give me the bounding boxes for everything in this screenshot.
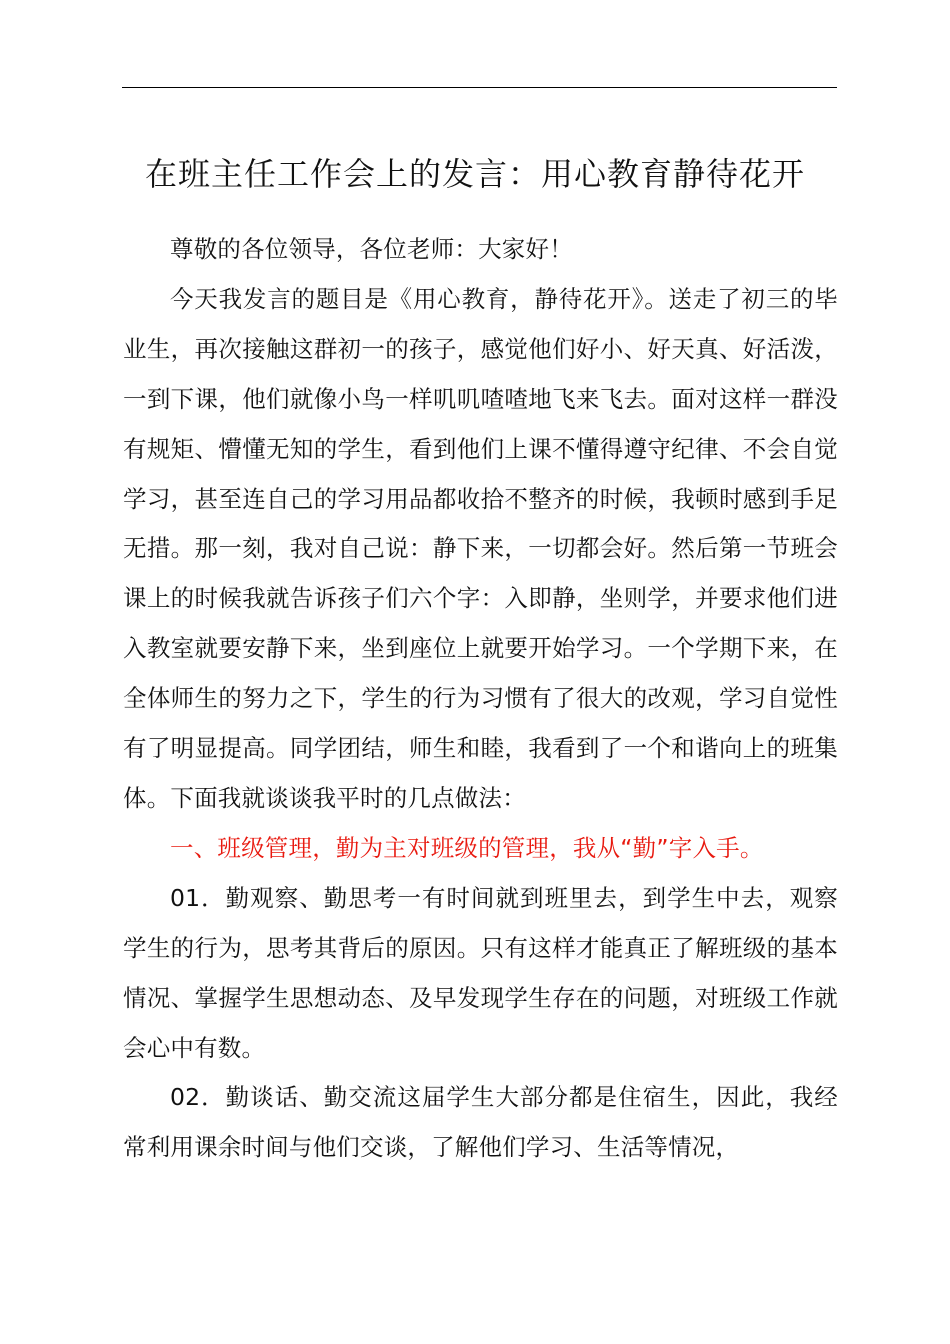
section-heading-class-management: 一、班级管理，勤为主对班级的管理，我从“勤”字入手。: [170, 833, 764, 862]
point-paragraph-01: 01．勤观察、勤思考一有时间就到班里去，到学生中去，观察学生的行为，思考其背后的原因。只有这样才能真正了解班级的基本情况、掌握学生思想动态、及早发现学生存在的问题，对班级工作就会心中有数。: [123, 883, 838, 1062]
document-body: [123, 225, 838, 1173]
point-paragraph-02: 02．勤谈话、勤交流这届学生大部分都是住宿生，因此，我经常利用课余时间与他们交谈，了解他们学习、生活等情况，: [123, 1083, 838, 1162]
document-title: 在班主任工作会上的发言：用心教育静待花开: [144, 155, 805, 193]
intro-paragraph: 今天我发言的题目是《用心教育，静待花开》。送走了初三的毕业生，再次接触这群初一的孩子，感觉他们好小、好天真、好活泼，一到下课，他们就像小鸟一样叽叽喳喳地飞来飞去。面对这样一群没有规矩、懵懂无知的学生，看到他们上课不懂得遵守纪律、不会自觉学习，甚至连自己的学习用品都收拾不整齐的时候，我顿时感到手足无措。那一刻，我对自己说：静下来，一切都会好。然后第一节班会课上的时候我就告诉孩子们六个字：入即静，坐则学，并要求他们进入教室就要安静下来，坐到座位上就要开始学习。一个学期下来，在全体师生的努力之下，学生的行为习惯有了很大的改观，学习自觉性有了明显提高。同学团结，师生和睦，我看到了一个和谐向上的班集体。下面我就谈谈我平时的几点做法：: [123, 284, 838, 812]
header-rule: [122, 87, 837, 88]
greeting-paragraph: 尊敬的各位领导，各位老师：大家好！: [170, 235, 573, 263]
